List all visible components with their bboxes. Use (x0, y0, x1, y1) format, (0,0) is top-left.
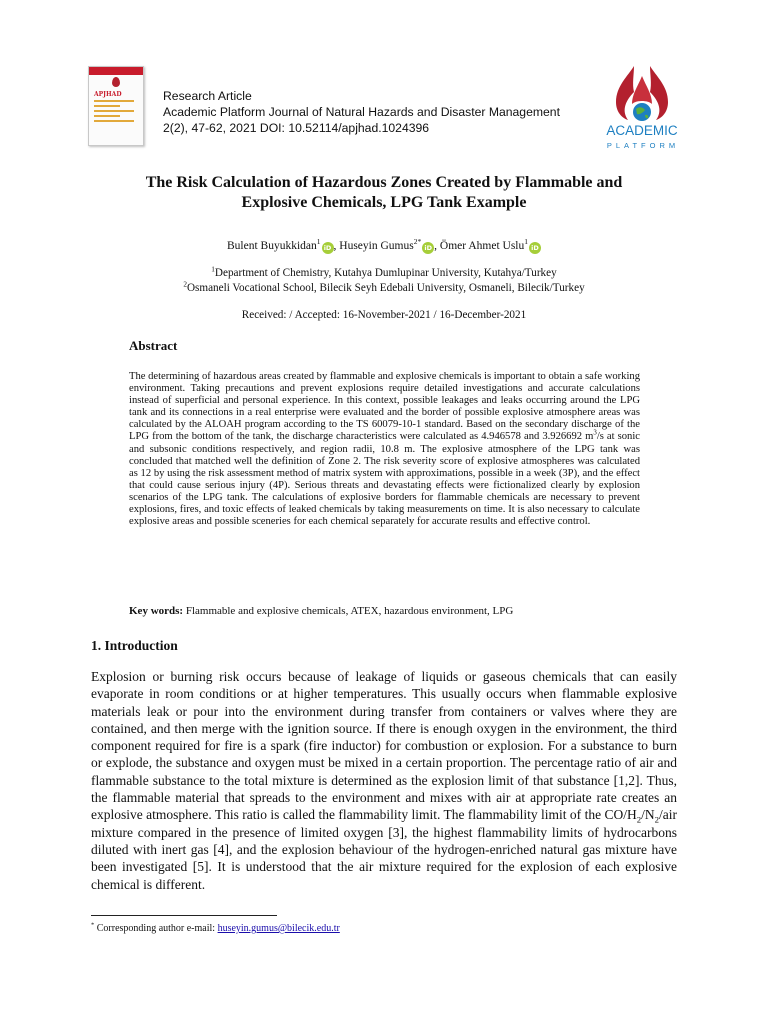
introduction-paragraph: Explosion or burning risk occurs because of leakage of liquids or gaseous chemicals that can easily evaporate in room conditions or at higher temperatures. This usually occurs when flammable explosive materials leak or pour into the environment during transfer from containers or valves where they are contained, and then merge with the ignition source. If there is enough oxygen in the environment, the third component required for fire is a spark (fire inductor) for combustion or explosion. For a substance to burn or explode, the substance and oxygen must be mixed in a certain proportion. The percentage ratio of air and flammable substance to the total mixture is determined as the explosion limit of that substance [1,2]. Thus, the flammable material that spreads to the environment and mixes with air at appropriate rate creates an explosive atmosphere. This ratio is called the flammability limit. The flammability limit of the $CO/H_2/N_2$/air mixture compared in the presence of limited oxygen [3], the highest flammability limits of hydrocarbons diluted with inert gas [4], and the explosion behaviour of the hydrogen-enriched natural gas mixture have been investigated [5]. It is understood that the air mixture required for the explosion of each explosive chemical is different. (91, 669, 677, 892)
abstract-text: The determining of hazardous areas created by flammable and explosive chemicals is important to obtain a safe working environment. Taking precautions and prevent explosions require detailed investigations and accurate calculations instead of superficial and personal experience. In this context, possible leakages and leaks occurring around the LPG tank and its connections in a real enterprise were evaluated and the border of possible explosive atmosphere areas was calculated by the ALOAH program according to the TS 60079-10-1 standard. Based on the secondary discharge of the LPG from the bottom of the tank, the discharge characteristics were calculated as 4.946578 and 3.926692 $m^3/s$ at sonic and subsonic conditions respectively, and region radii, 10.8 m. The explosive atmosphere of the LPG tank was concluded that matched well the definition of Zone 2. The risk severity score of explosive atmospheres was calculated as 12 by using the risk assessment method of matrix system with approximations, possible in a week (3P), and the effect that could cause serious injury (4P). Serious threats and devastating effects were fictionalized clearly by explosion scenarios of the LPG tank. The calculations of explosive borders for flammable chemicals are necessary to prevent explosions, fires, and toxic effects of leaked chemicals by taking measurements on time. It is also necessary to calculate explosive areas and possible sceneries for each chemical separately for accurate results and effective control. (129, 371, 640, 528)
citation-doi: 2(2), 47-62, 2021 DOI: 10.52114/apjhad.1024396 (163, 121, 430, 135)
affiliation-line: $^2$Osmaneli Vocational School, Bilecik Seyh Edebali University, Osmaneli, Bilecik/Turkey (183, 280, 585, 294)
orcid-icon[interactable]: iD (422, 242, 434, 254)
logo-flame-center-icon (632, 76, 652, 104)
abstract-heading: Abstract (129, 338, 178, 353)
corresponding-email-link[interactable]: huseyin.gumus@bilecik.edu.tr (217, 923, 340, 934)
cover-band (89, 67, 143, 75)
footnote: * Corresponding author e-mail: huseyin.gumus@bilecik.edu.tr (91, 921, 340, 934)
cover-text-lines (94, 100, 134, 125)
author-name: Bulent Buyukkidan (227, 240, 317, 252)
journal-name: Academic Platform Journal of Natural Hazards and Disaster Management (163, 105, 560, 119)
cover-title: APJHAD (94, 91, 122, 98)
article-type: Research Article (163, 89, 252, 103)
journal-header (163, 88, 560, 136)
author-affiliation-marker: 1 (524, 237, 528, 247)
logo-flame-right-icon (650, 66, 668, 120)
paper-title (90, 173, 678, 213)
logo-flame-left-icon (616, 66, 634, 120)
academic-platform-logo (592, 62, 692, 154)
section-heading-introduction: 1. Introduction (91, 638, 178, 653)
journal-cover-thumbnail (88, 66, 144, 146)
footnote-divider (91, 915, 277, 916)
author-name: Huseyin Gumus (339, 240, 414, 252)
title-line-1: The Risk Calculation of Hazardous Zones Created by Flammable and (145, 174, 623, 191)
author-name: Ömer Ahmet Uslu (439, 240, 525, 252)
orcid-icon[interactable]: iD (529, 242, 541, 254)
orcid-icon[interactable]: iD (322, 242, 334, 254)
affiliation-line: $^1$Department of Chemistry, Kutahya Dumlupinar University, Kutahya/Turkey (211, 265, 557, 279)
logo-text-platform: PLATFORM (606, 141, 680, 150)
logo-text-academic: ACADEMIC (606, 123, 678, 138)
received-accepted-dates: Received: / Accepted: 16-November-2021 / 16-December-2021 (241, 309, 527, 321)
keywords-label: Key words: (129, 605, 184, 617)
author-affiliation-marker: 1 (316, 237, 321, 247)
affiliations (90, 266, 678, 296)
keywords-list: Flammable and explosive chemicals, ATEX, hazardous environment, LPG (183, 605, 514, 617)
author-affiliation-marker: 2* (413, 237, 422, 247)
author-list: Bulent Buyukkidan$^1$iD , Huseyin Gumus$^{2*}$iD , Ömer Ahmet Uslu$^1$iD (90, 238, 678, 254)
cover-logo-icon (112, 77, 120, 87)
keywords (129, 604, 644, 618)
title-line-2: Explosive Chemicals, LPG Tank Example (241, 194, 527, 211)
